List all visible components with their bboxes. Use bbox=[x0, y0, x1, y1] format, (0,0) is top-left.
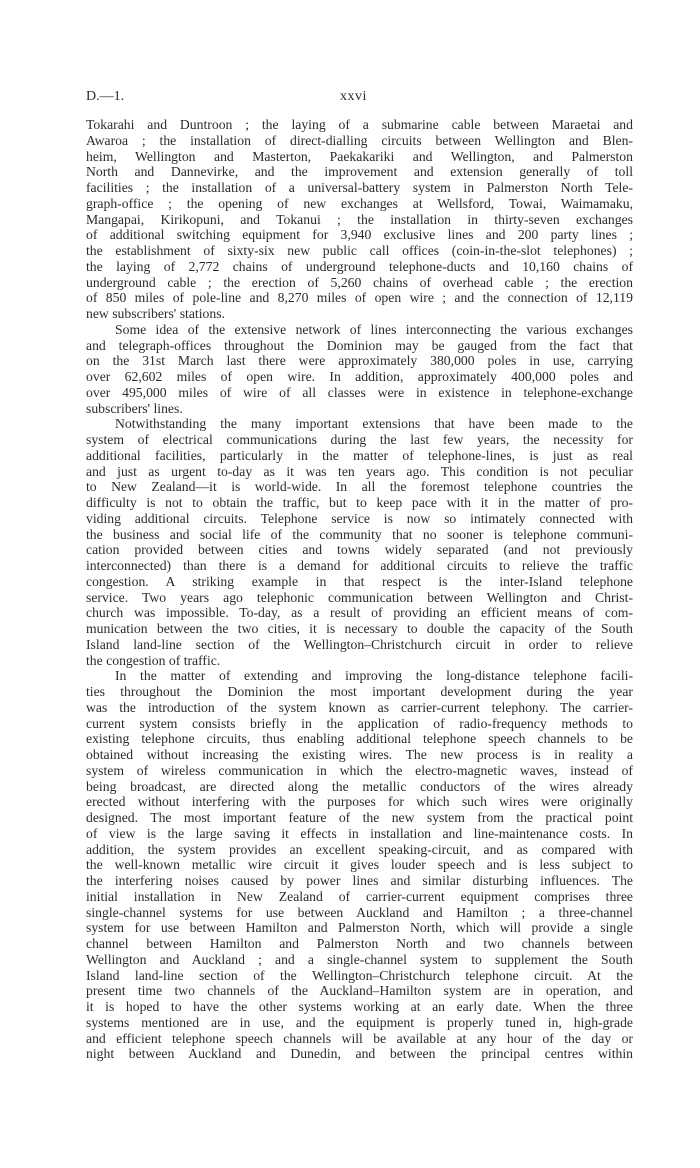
text-line: over 62,602 miles of open wire. In addition, approximately 400,000 poles and bbox=[86, 369, 633, 384]
text-line: North and Dannevirke, and the improvement and extension generally of toll bbox=[86, 164, 633, 180]
text-line: system of wireless communication in which the electro-magnetic waves, instead of bbox=[86, 762, 633, 778]
text-line: of view is the large saving it effects in installation and line-maintenance costs. In bbox=[86, 825, 633, 841]
text-line: and efficient telephone speech channels will be available at any hour of the day or bbox=[86, 1030, 633, 1046]
text-line: cation provided between cities and towns widely separated (and not previously bbox=[86, 542, 633, 558]
text-line: erected without interfering with the purposes for which such wires were originally bbox=[86, 794, 633, 810]
text-line: munication between the two cities, it is necessary to double the capacity of the South bbox=[86, 621, 633, 636]
text-line: and telegraph-offices throughout the Dominion may be gauged from the fact that bbox=[86, 337, 633, 353]
text-line: system of electrical communications during the last few years, the necessity for bbox=[86, 432, 633, 447]
text-line: current system consists briefly in the application of radio-frequency methods to bbox=[86, 715, 633, 731]
text-line: difficulty is not to obtain the traffic, but to keep pace with it in the matter of pro- bbox=[86, 495, 633, 510]
text-line: the congestion of traffic. bbox=[86, 652, 221, 668]
text-line: obtained without increasing the existing wires. The new process is in reality a bbox=[86, 747, 633, 762]
text-line: congestion. A striking example in that respect is the inter-Island telephone bbox=[86, 573, 633, 589]
text-line: over 495,000 miles of wire of all classes were in existence in telephone-exchange bbox=[86, 384, 633, 400]
text-line: subscribers' lines. bbox=[86, 400, 183, 416]
text-line: the laying of 2,772 chains of underground telephone-ducts and 10,160 chains of bbox=[86, 258, 633, 274]
text-line: the well-known metallic wire circuit it gives louder speech and is less subject to bbox=[86, 857, 633, 873]
text-line: new subscribers' stations. bbox=[86, 306, 225, 321]
text-line: on the 31st March last there were approximately 380,000 poles in use, carrying bbox=[86, 353, 633, 369]
text-line: facilities ; the installation of a universal-battery system in Palmerston North Tele- bbox=[86, 180, 633, 195]
paragraph bbox=[86, 416, 633, 668]
text-line: initial installation in New Zealand of carrier-current equipment comprises three bbox=[86, 888, 633, 904]
section-reference: D.—1. bbox=[86, 89, 125, 104]
text-line: of 850 miles of pole-line and 8,270 miles of open wire ; and the connection of 12,119 bbox=[86, 290, 633, 306]
text-line: Wellington and Auckland ; and a single-channel system to supplement the South bbox=[86, 951, 633, 967]
text-line: Some idea of the extensive network of lines interconnecting the various exchanges bbox=[115, 321, 633, 337]
text-line: ties throughout the Dominion the most important development during the year bbox=[86, 684, 633, 699]
text-line: addition, the system provides an excellent speaking-circuit, and as compared with bbox=[86, 841, 633, 857]
body-text bbox=[86, 117, 633, 1062]
text-line: being broadcast, are directed along the metallic conductors of the wires already bbox=[86, 778, 633, 794]
text-line: of additional switching equipment for 3,940 exclusive lines and 200 party lines ; bbox=[86, 227, 633, 243]
text-line: underground cable ; the erection of 5,260 chains of overhead cable ; the erection bbox=[86, 274, 633, 290]
paragraph bbox=[86, 117, 633, 322]
text-line: heim, Wellington and Masterton, Paekakariki and Wellington, and Palmerston bbox=[86, 148, 633, 164]
text-line: Notwithstanding the many important extensions that have been made to the bbox=[115, 416, 633, 432]
text-line: systems mentioned are in use, and the equipment is properly tuned in, high-grade bbox=[86, 1014, 633, 1030]
page-number: xxvi bbox=[340, 89, 367, 104]
text-line: existing telephone circuits, thus enabling additional telephone speech channels to be bbox=[86, 731, 633, 747]
text-line: church was impossible. To-day, as a result of providing an efficient means of com- bbox=[86, 605, 633, 621]
text-line: and just as urgent to-day as it was ten years ago. This condition is not peculiar bbox=[86, 463, 633, 479]
text-line: channel between Hamilton and Palmerston North and two channels between bbox=[86, 936, 633, 951]
text-line: the establishment of sixty-six new public call offices (coin-in-the-slot telephones) ; bbox=[86, 243, 633, 258]
text-line: the interfering noises caused by power lines and similar disturbing influences. The bbox=[86, 873, 633, 888]
text-line: Island land-line section of the Wellington–Christchurch telephone circuit. At the bbox=[86, 967, 633, 983]
text-line: In the matter of extending and improving the long-distance telephone facili- bbox=[115, 668, 633, 684]
text-line: graph-office ; the opening of new exchanges at Wellsford, Towai, Waimamaku, bbox=[86, 195, 633, 211]
text-line: Awaroa ; the installation of direct-dialling circuits between Wellington and Blen- bbox=[86, 132, 633, 148]
paragraph bbox=[86, 668, 633, 1062]
text-line: Mangapai, Kirikopuni, and Tokanui ; the installation in thirty-seven exchanges bbox=[86, 211, 633, 227]
text-line: service. Two years ago telephonic communication between Wellington and Christ- bbox=[86, 589, 633, 605]
text-line: Island land-line section of the Wellington–Christchurch circuit in order to relieve bbox=[86, 636, 633, 652]
text-line: single-channel systems for use between Auckland and Hamilton ; a three-channel bbox=[86, 904, 633, 920]
text-line: present time two channels of the Auckland–Hamilton system are in operation, and bbox=[86, 983, 633, 999]
text-line: designed. The most important feature of the new system from the practical point bbox=[86, 810, 633, 825]
text-line: additional facilities, particularly in the matter of telephone-lines, is just as real bbox=[86, 447, 633, 463]
text-line: system for use between Hamilton and Palmerston North, which will provide a single bbox=[86, 920, 633, 936]
text-line: interconnected) than there is a demand for additional circuits to relieve the traffic bbox=[86, 558, 633, 573]
text-line: the business and social life of the community that no sooner is telephone communi- bbox=[86, 526, 633, 542]
text-line: to New Zealand—it is world-wide. In all the foremost telephone countries the bbox=[86, 479, 633, 495]
text-line: was the introduction of the system known as carrier-current telephony. The carrier- bbox=[86, 699, 633, 715]
paragraph bbox=[86, 322, 633, 417]
text-line: viding additional circuits. Telephone service is now so intimately connected with bbox=[86, 510, 633, 526]
text-line: Tokarahi and Duntroon ; the laying of a submarine cable between Maraetai and bbox=[86, 117, 633, 132]
text-line: it is hoped to have the other systems working at an early date. When the three bbox=[86, 999, 633, 1014]
text-line: night between Auckland and Dunedin, and between the principal centres within bbox=[86, 1046, 633, 1062]
